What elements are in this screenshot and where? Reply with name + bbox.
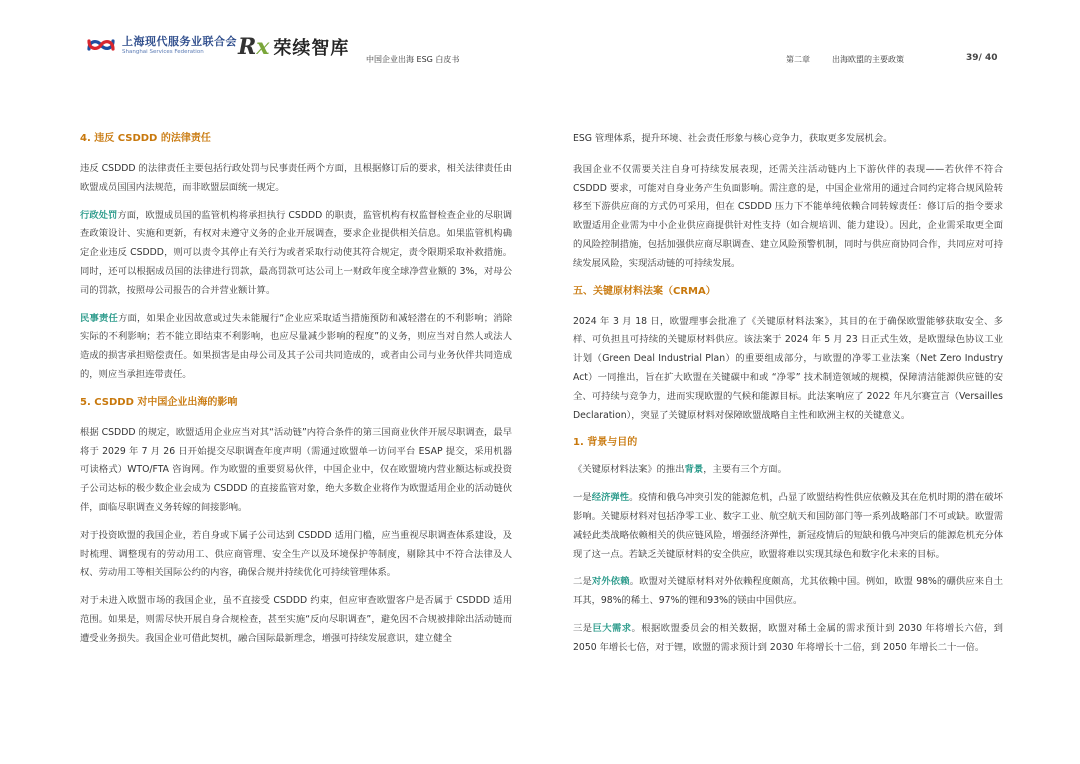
highlight-term: 经济弹性 xyxy=(591,492,630,504)
ssf-emblem-icon xyxy=(86,34,116,56)
chapter-label: 第二章 xyxy=(786,55,810,64)
ssf-logo-cn: 上海现代服务业联合会 xyxy=(122,34,237,48)
paragraph-text: 二是 xyxy=(573,576,592,588)
paragraph-text: 方面，欧盟成员国的监管机构将承担执行 CSDDD 的职责，监管机构有权监督检查企业的尽职调查政策设计、实施和更新，有权对未遵守义务的企业开展调查，要求企业提供相关信息。如果监管机构确定企业违反 CSDDD，则可以责令其停止有关行为或者采取行动使其符合规定，责令限期采取补救措施。同时，还可以根据成员国的法律进行罚款，最高罚款可达公司上一财政年度全球净营业额的 3%，对母公司的罚款，按照母公司报告的合并营业额计算。 xyxy=(80,209,512,296)
document-title: 中国企业出海 ESG 白皮书 xyxy=(366,55,460,64)
paragraph-text: 。疫情和俄乌冲突引发的能源危机，凸显了欧盟结构性供应依赖及其在危机时期的潜在破坏影响。关键原材料对包括净零工业、数字工业、航空航天和国防部门等一系列战略部门不可或缺。欧盟需减轻此类战略依赖相关的供应链风险，增强经济弹性，新冠疫情后的短缺和俄乌冲突后的能源危机充分体现了这一点。若缺乏关键原材料的安全供应，欧盟将难以实现其绿色和数字化未来的目标。 xyxy=(573,492,1003,560)
paragraph: 违反 CSDDD 的法律责任主要包括行政处罚与民事责任两个方面，且根据修订后的要求，相关法律责任由欧盟成员国国内法规范，而非欧盟层面统一规定。 xyxy=(80,163,512,193)
ssf-logo xyxy=(86,34,237,56)
highlight-term: 背景 xyxy=(684,464,704,476)
paragraph: 根据 CSDDD 的规定，欧盟适用企业应当对其“活动链”内符合条件的第三国商业伙伴开展尽职调查，最早将于 2029 年 7 月 26 日开始提交尽职调查年度声明（需通过欧盟单一访问平台 ESAP 提交，采用机器可读格式）WTO/FTA 咨询网。作为欧盟的重要贸易伙伴，中国企业中，仅在欧盟境内营业额达标或投资子公司达标的极少数企业会成为 CSDDD 的直接监管对象，绝大多数企业将作为欧盟适用企业的活动链伙伴，面临尽职调查义务转嫁的间接影响。 xyxy=(80,426,512,513)
paragraph-text: 。欧盟对关键原材料对外依赖程度颇高，尤其依赖中国。例如，欧盟 98%的硼供应来自土耳其，98%的稀土、97%的锂和93%的镁由中国供应。 xyxy=(573,576,1003,607)
rongxu-logo-text: 荣续智库 xyxy=(273,38,350,59)
subsection-heading: 1. 背景与目的 xyxy=(573,437,638,449)
paragraph: 我国企业不仅需要关注自身可持续发展表现，还需关注活动链内上下游伙伴的表现——若伙伴不符合 CSDDD 要求，可能对自身业务产生负面影响。需注意的是，中国企业常用的通过合同约定将合规风险转移至下游供应商的方式仍可采用，但在 CSDDD 压力下不能单纯依赖合同转嫁责任：修订后的指令要求欧盟适用企业需为中小企业供应商提供针对性支持（如合规培训、能力建设）。因此，企业需采取更全面的风险控制措施，包括加强供应商尽职调查、建立风险预警机制，同时与供应商协同合作，共同应对可持续发展风险，实现活动链的可持续发展。 xyxy=(573,163,1003,269)
section-heading: 4. 违反 CSDDD 的法律责任 xyxy=(80,133,211,144)
paragraph-continued: ESG 管理体系，提升环境、社会责任形象与核心竞争力，获取更多发展机会。 xyxy=(573,133,893,144)
paragraph-background xyxy=(573,461,1003,480)
right-column xyxy=(573,130,1003,658)
paragraph-economic-resilience xyxy=(573,489,1003,564)
paragraph-huge-demand xyxy=(573,620,1003,658)
left-column xyxy=(80,130,512,649)
paragraph-text: 。根据欧盟委员会的相关数据，欧盟对稀土金属的需求预计到 2030 年将增长六倍，到 2050 年增长七倍，对于锂，欧盟的需求预计到 2030 年将增长十二倍，到 2050 年增长二十一倍。 xyxy=(573,622,1003,653)
highlight-term: 巨大需求 xyxy=(592,622,632,634)
paragraph-text: 《关键原材料法案》的推出 xyxy=(573,464,685,476)
section-heading: 5. CSDDD 对中国企业出海的影响 xyxy=(80,396,238,408)
paragraph: 对于未进入欧盟市场的我国企业，虽不直接受 CSDDD 约束，但应审查欧盟客户是否属于 CSDDD 适用范围。如果是，则需尽快开展自身合规检查，甚至实施“反向尽职调查”，避免因不合规被排除出活动链而遭受业务损失。我国企业可借此契机，融合国际最新理念，增强可持续发展意识，建立健全 xyxy=(80,595,512,644)
paragraph-civil-liability xyxy=(80,310,512,385)
highlight-term: 行政处罚 xyxy=(80,209,118,221)
paragraph-external-dependence xyxy=(573,573,1003,611)
paragraph-text: 一是 xyxy=(573,492,592,504)
rx-mark-icon: Rx xyxy=(238,34,270,60)
paragraph: 对于投资欧盟的我国企业，若自身或下属子公司达到 CSDDD 适用门槛，应当重视尽职调查体系建设，及时梳理、调整现有的劳动用工、供应商管理、安全生产以及环境保护等制度，剔除其中不符合法律及人权、劳动用工等相关国际公约的内容，确保合规并持续优化可持续管理体系。 xyxy=(80,529,512,579)
paragraph-admin-penalty xyxy=(80,207,512,301)
paragraph-text: ，主要有三个方面。 xyxy=(703,464,787,476)
paragraph-text: 三是 xyxy=(573,622,593,634)
section-name: 出海欧盟的主要政策 xyxy=(832,55,904,64)
page-number: 39/ 40 xyxy=(966,53,998,63)
highlight-term: 民事责任 xyxy=(80,312,118,324)
highlight-term: 对外依赖 xyxy=(591,576,630,588)
paragraph-text: 方面，如果企业因故意或过失未能履行“企业应采取适当措施预防和减轻潜在的不利影响；消除实际的不利影响；若不能立即结束不利影响，也应尽量减少影响的程度”的义务，则应当对自然人或法人造成的损害承担赔偿责任。如果损害是由母公司及其子公司共同造成的，或者由公司与业务伙伴共同造成的，则应当承担连带责任。 xyxy=(80,312,512,380)
section-heading: 五、关键原材料法案（CRMA） xyxy=(573,285,716,297)
rongxu-logo xyxy=(238,34,349,60)
paragraph: 2024 年 3 月 18 日，欧盟理事会批准了《关键原材料法案》，其目的在于确保欧盟能够获取安全、多样、可负担且可持续的关键原材料供应。该法案于 2024 年 5 月 23 日正式生效，是欧盟绿色协议工业计划（Green Deal Industrial Plan）的重要组成部分，与欧盟的净零工业法案（Net Zero Industry Act）一同推出，旨在扩大欧盟在关键碳中和或 “净零” 技术制造领域的规模，保障清洁能源供应链的安全、可持续与竞争力，进而实现欧盟的气候和能源目标。此法案响应了 2022 年凡尔赛宣言（Versailles Declaration），突显了关键原材料对保障欧盟战略自主性和欧洲主权的关键意义。 xyxy=(573,315,1003,421)
ssf-logo-en: Shanghai Services Federation xyxy=(122,48,204,55)
page-header xyxy=(0,0,1080,80)
